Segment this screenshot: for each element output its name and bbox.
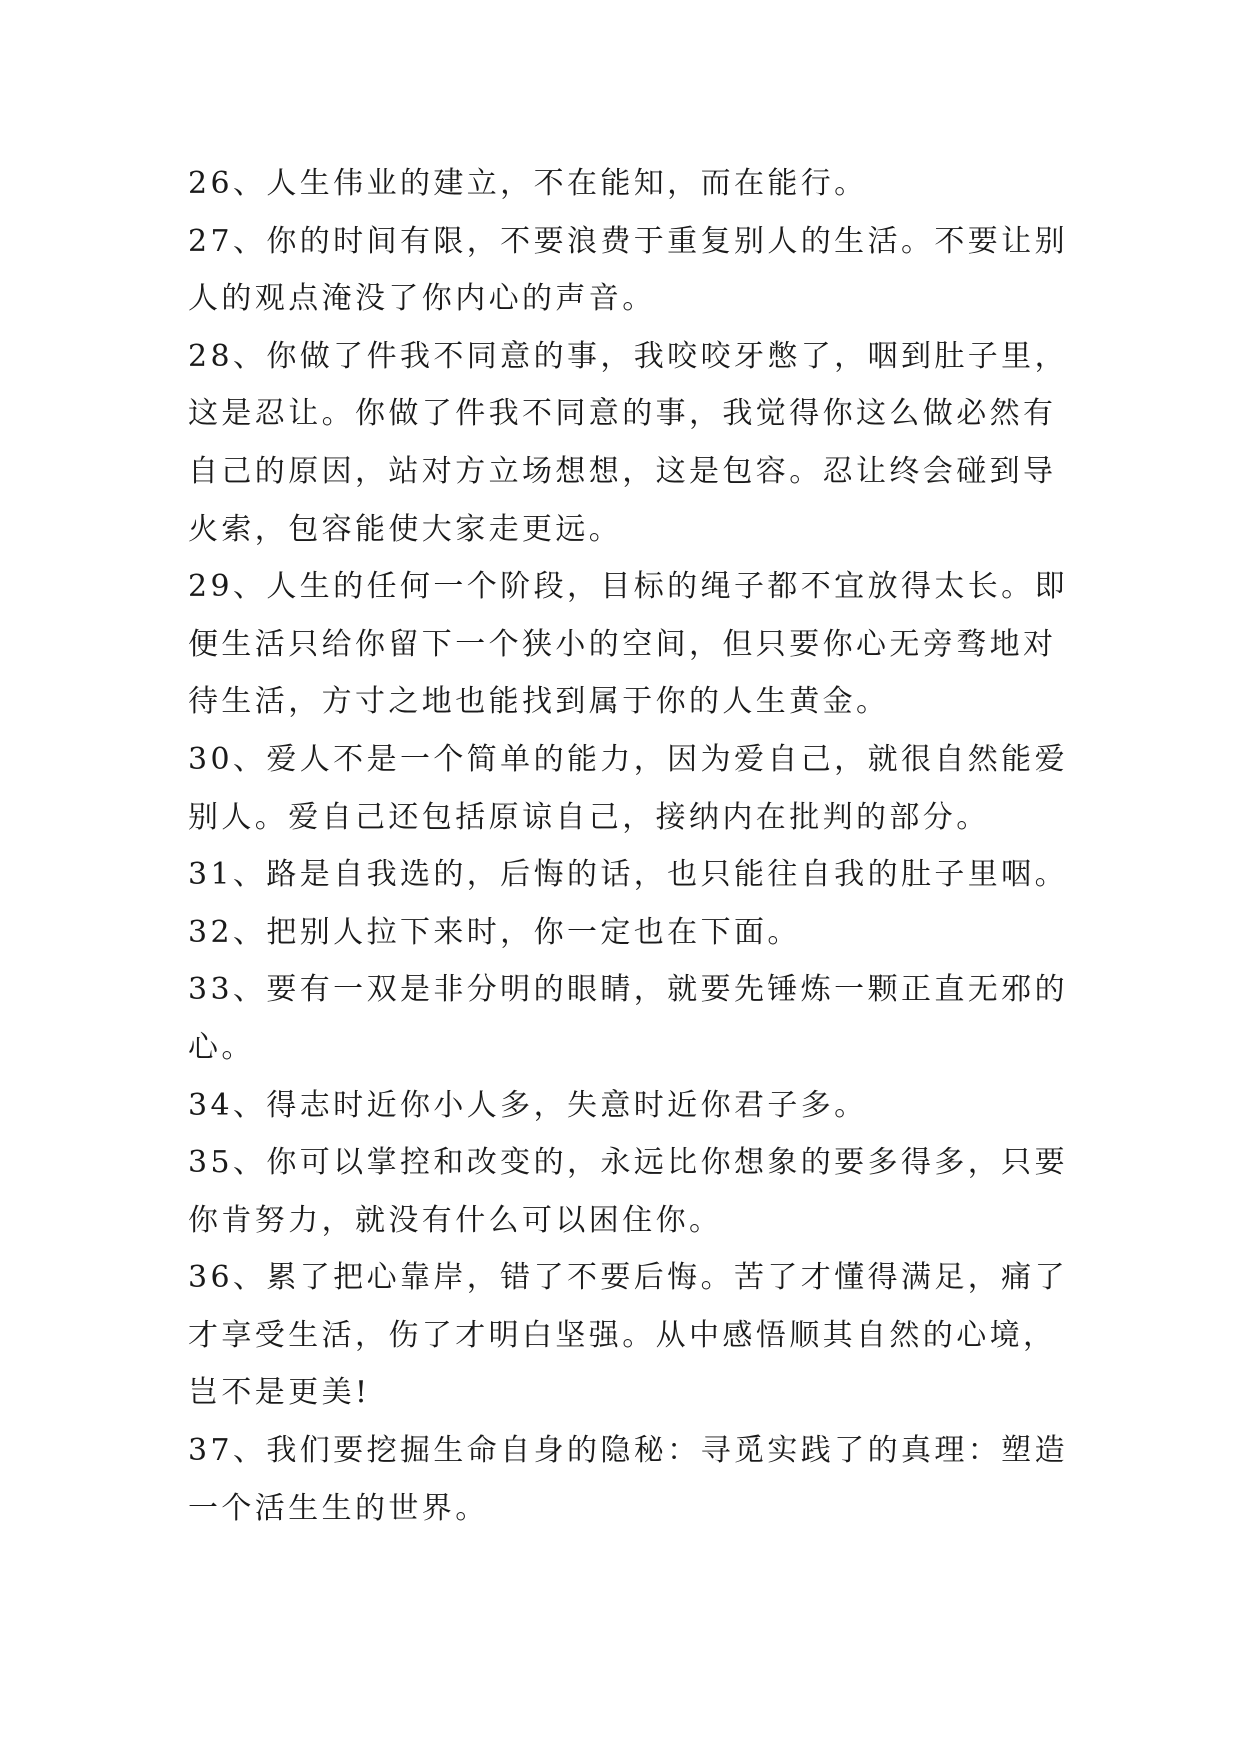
- text-line: 33、要有一双是非分明的眼睛，就要先锤炼一颗正直无邪的: [188, 972, 1068, 1008]
- text-line: 37、我们要挖掘生命自身的隐秘：寻觅实践了的真理：塑造: [188, 1433, 1068, 1469]
- text-line: 待生活，方寸之地也能找到属于你的人生黄金。: [188, 684, 890, 720]
- text-line: 别人。爱自己还包括原谅自己，接纳内在批判的部分。: [188, 799, 990, 835]
- text-line: 34、得志时近你小人多，失意时近你君子多。: [188, 1087, 868, 1123]
- text-line: 27、你的时间有限，不要浪费于重复别人的生活。不要让别: [188, 223, 1068, 259]
- text-line: 你肯努力，就没有什么可以困住你。: [188, 1202, 723, 1238]
- text-line: 心。: [188, 1029, 255, 1065]
- text-line: 这是忍让。你做了件我不同意的事，我觉得你这么做必然有: [188, 396, 1057, 432]
- text-line: 35、你可以掌控和改变的，永远比你想象的要多得多，只要: [188, 1145, 1068, 1181]
- text-line: 便生活只给你留下一个狭小的空间，但只要你心无旁骛地对: [188, 626, 1057, 662]
- document-body: [188, 155, 1078, 1537]
- text-line: 才享受生活，伤了才明白坚强。从中感悟顺其自然的心境，: [188, 1317, 1057, 1353]
- text-line: 岂不是更美!: [188, 1375, 371, 1411]
- text-line: 26、人生伟业的建立，不在能知，而在能行。: [188, 166, 868, 201]
- text-line: 36、累了把心靠岸，错了不要后悔。苦了才懂得满足，痛了: [188, 1260, 1068, 1296]
- text-line: 人的观点淹没了你内心的声音。: [188, 281, 656, 317]
- text-line: 28、你做了件我不同意的事，我咬咬牙憋了，咽到肚子里，: [188, 338, 1068, 374]
- text-line: 火索，包容能使大家走更远。: [188, 511, 623, 547]
- text-line: 31、路是自我选的，后悔的话，也只能往自我的肚子里咽。: [188, 857, 1068, 893]
- text-line: 30、爱人不是一个简单的能力，因为爱自己，就很自然能爱: [188, 741, 1068, 777]
- text-line: 29、人生的任何一个阶段，目标的绳子都不宜放得太长。即: [188, 569, 1068, 605]
- text-line: 自己的原因，站对方立场想想，这是包容。忍让终会碰到导: [188, 453, 1057, 489]
- text-line: 一个活生生的世界。: [188, 1490, 489, 1526]
- text-line: 32、把别人拉下来时，你一定也在下面。: [188, 914, 801, 950]
